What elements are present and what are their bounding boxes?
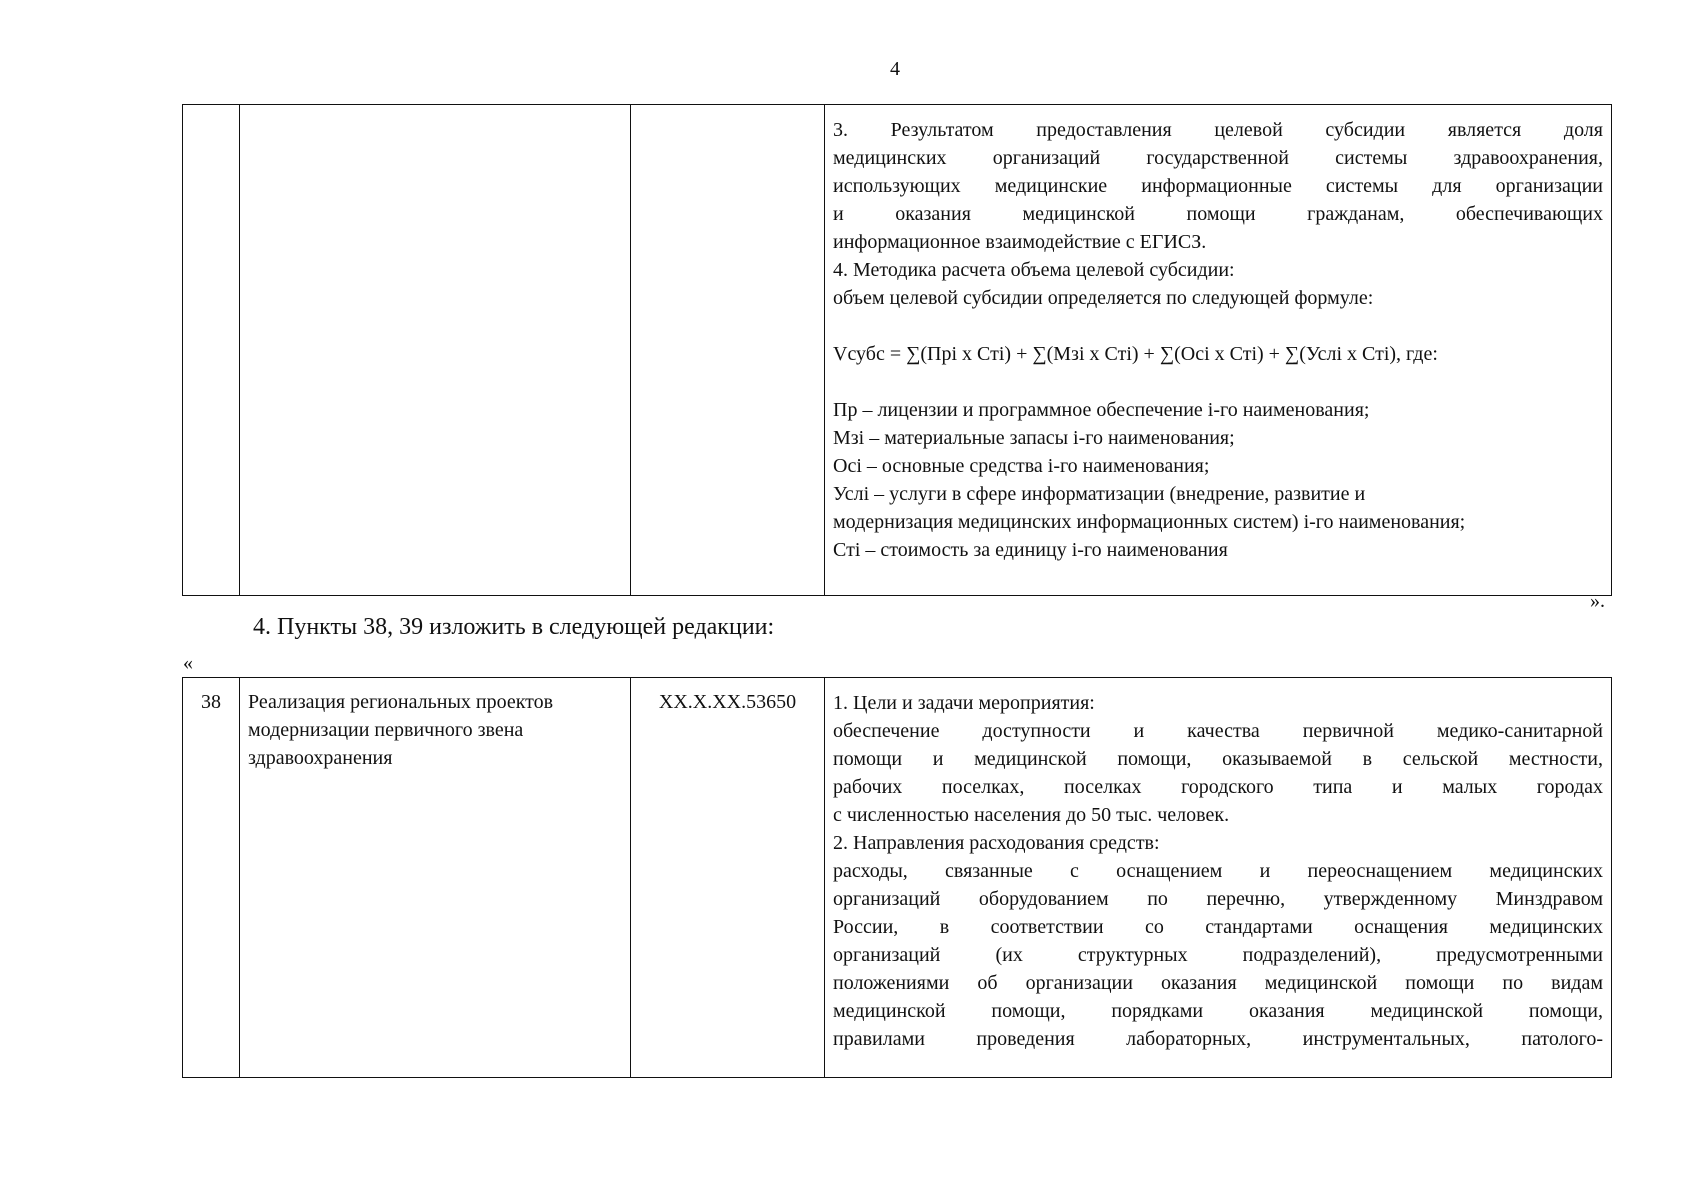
- text-line: модернизация медицинских информационных систем) i-го наименования;: [833, 511, 1466, 533]
- description-cell: [825, 105, 1612, 596]
- text-line: использующих медицинские информационные системы для организации: [833, 175, 1603, 197]
- text-line: объем целевой субсидии определяется по следующей формуле:: [833, 287, 1374, 309]
- text-line: обеспечение доступности и качества первичной медико-санитарной: [833, 720, 1603, 742]
- description-text: [833, 116, 1603, 564]
- text-line: рабочих поселках, поселках городского типа и малых городах: [833, 776, 1603, 798]
- page-number: 4: [890, 58, 900, 80]
- text-line: и оказания медицинской помощи гражданам, обеспечивающих: [833, 203, 1603, 225]
- text-line: 2. Направления расходования средств:: [833, 832, 1160, 854]
- text-line: информационное взаимодействие с ЕГИСЗ.: [833, 231, 1207, 253]
- text-line: правилами проведения лабораторных, инструментальных, патолого-: [833, 1028, 1603, 1050]
- opening-quote: «: [183, 652, 193, 674]
- text-line: 3. Результатом предоставления целевой субсидии является доля: [833, 119, 1603, 141]
- text-line: Осi – основные средства i-го наименования;: [833, 455, 1210, 477]
- code-cell: XX.X.XX.53650: [631, 678, 825, 1078]
- top-table: [182, 104, 1612, 596]
- text-line: Vсубс = ∑(Прi x Стi) + ∑(Мзi x Стi) + ∑(Осi x Стi) + ∑(Услi x Стi), где:: [833, 343, 1438, 365]
- description-text: [833, 689, 1603, 1053]
- table-row: [183, 678, 1612, 1078]
- event-name-cell: [240, 678, 631, 1078]
- row-number-cell: 38: [183, 678, 240, 1078]
- text-line: организаций (их структурных подразделений), предусмотренными: [833, 944, 1603, 966]
- text-line: Услi – услуги в сфере информатизации (внедрение, развитие и: [833, 483, 1366, 505]
- text-line: организаций оборудованием по перечню, утвержденному Минздравом: [833, 888, 1603, 910]
- text-line: расходы, связанные с оснащением и переоснащением медицинских: [833, 860, 1603, 882]
- text-line: здравоохранения: [248, 747, 393, 769]
- amendment-instruction: 4. Пункты 38, 39 изложить в следующей редакции:: [253, 614, 775, 640]
- row-number-cell: [183, 105, 240, 596]
- description-cell: [825, 678, 1612, 1078]
- text-line: медицинской помощи, порядками оказания медицинской помощи,: [833, 1000, 1603, 1022]
- text-line: [833, 368, 1603, 396]
- text-line: 1. Цели и задачи мероприятия:: [833, 692, 1095, 714]
- text-line: модернизации первичного звена: [248, 719, 524, 741]
- event-name-text: [248, 688, 622, 772]
- text-line: России, в соответствии со стандартами оснащения медицинских: [833, 916, 1603, 938]
- text-line: [833, 312, 1603, 340]
- text-line: Мзi – материальные запасы i-го наименования;: [833, 427, 1235, 449]
- code-cell: [631, 105, 825, 596]
- text-line: помощи и медицинской помощи, оказываемой в сельской местности,: [833, 748, 1603, 770]
- text-line: Стi – стоимость за единицу i-го наименования: [833, 539, 1228, 561]
- text-line: Реализация региональных проектов: [248, 691, 554, 713]
- text-line: положениями об организации оказания медицинской помощи по видам: [833, 972, 1603, 994]
- table-row: [183, 105, 1612, 596]
- closing-quote: ».: [1590, 590, 1605, 612]
- text-line: с численностью населения до 50 тыс. человек.: [833, 804, 1230, 826]
- text-line: 4. Методика расчета объема целевой субсидии:: [833, 259, 1235, 281]
- text-line: Пр – лицензии и программное обеспечение i-го наименования;: [833, 399, 1370, 421]
- text-line: медицинских организаций государственной системы здравоохранения,: [833, 147, 1603, 169]
- bottom-table: [182, 677, 1612, 1078]
- event-name-cell: [240, 105, 631, 596]
